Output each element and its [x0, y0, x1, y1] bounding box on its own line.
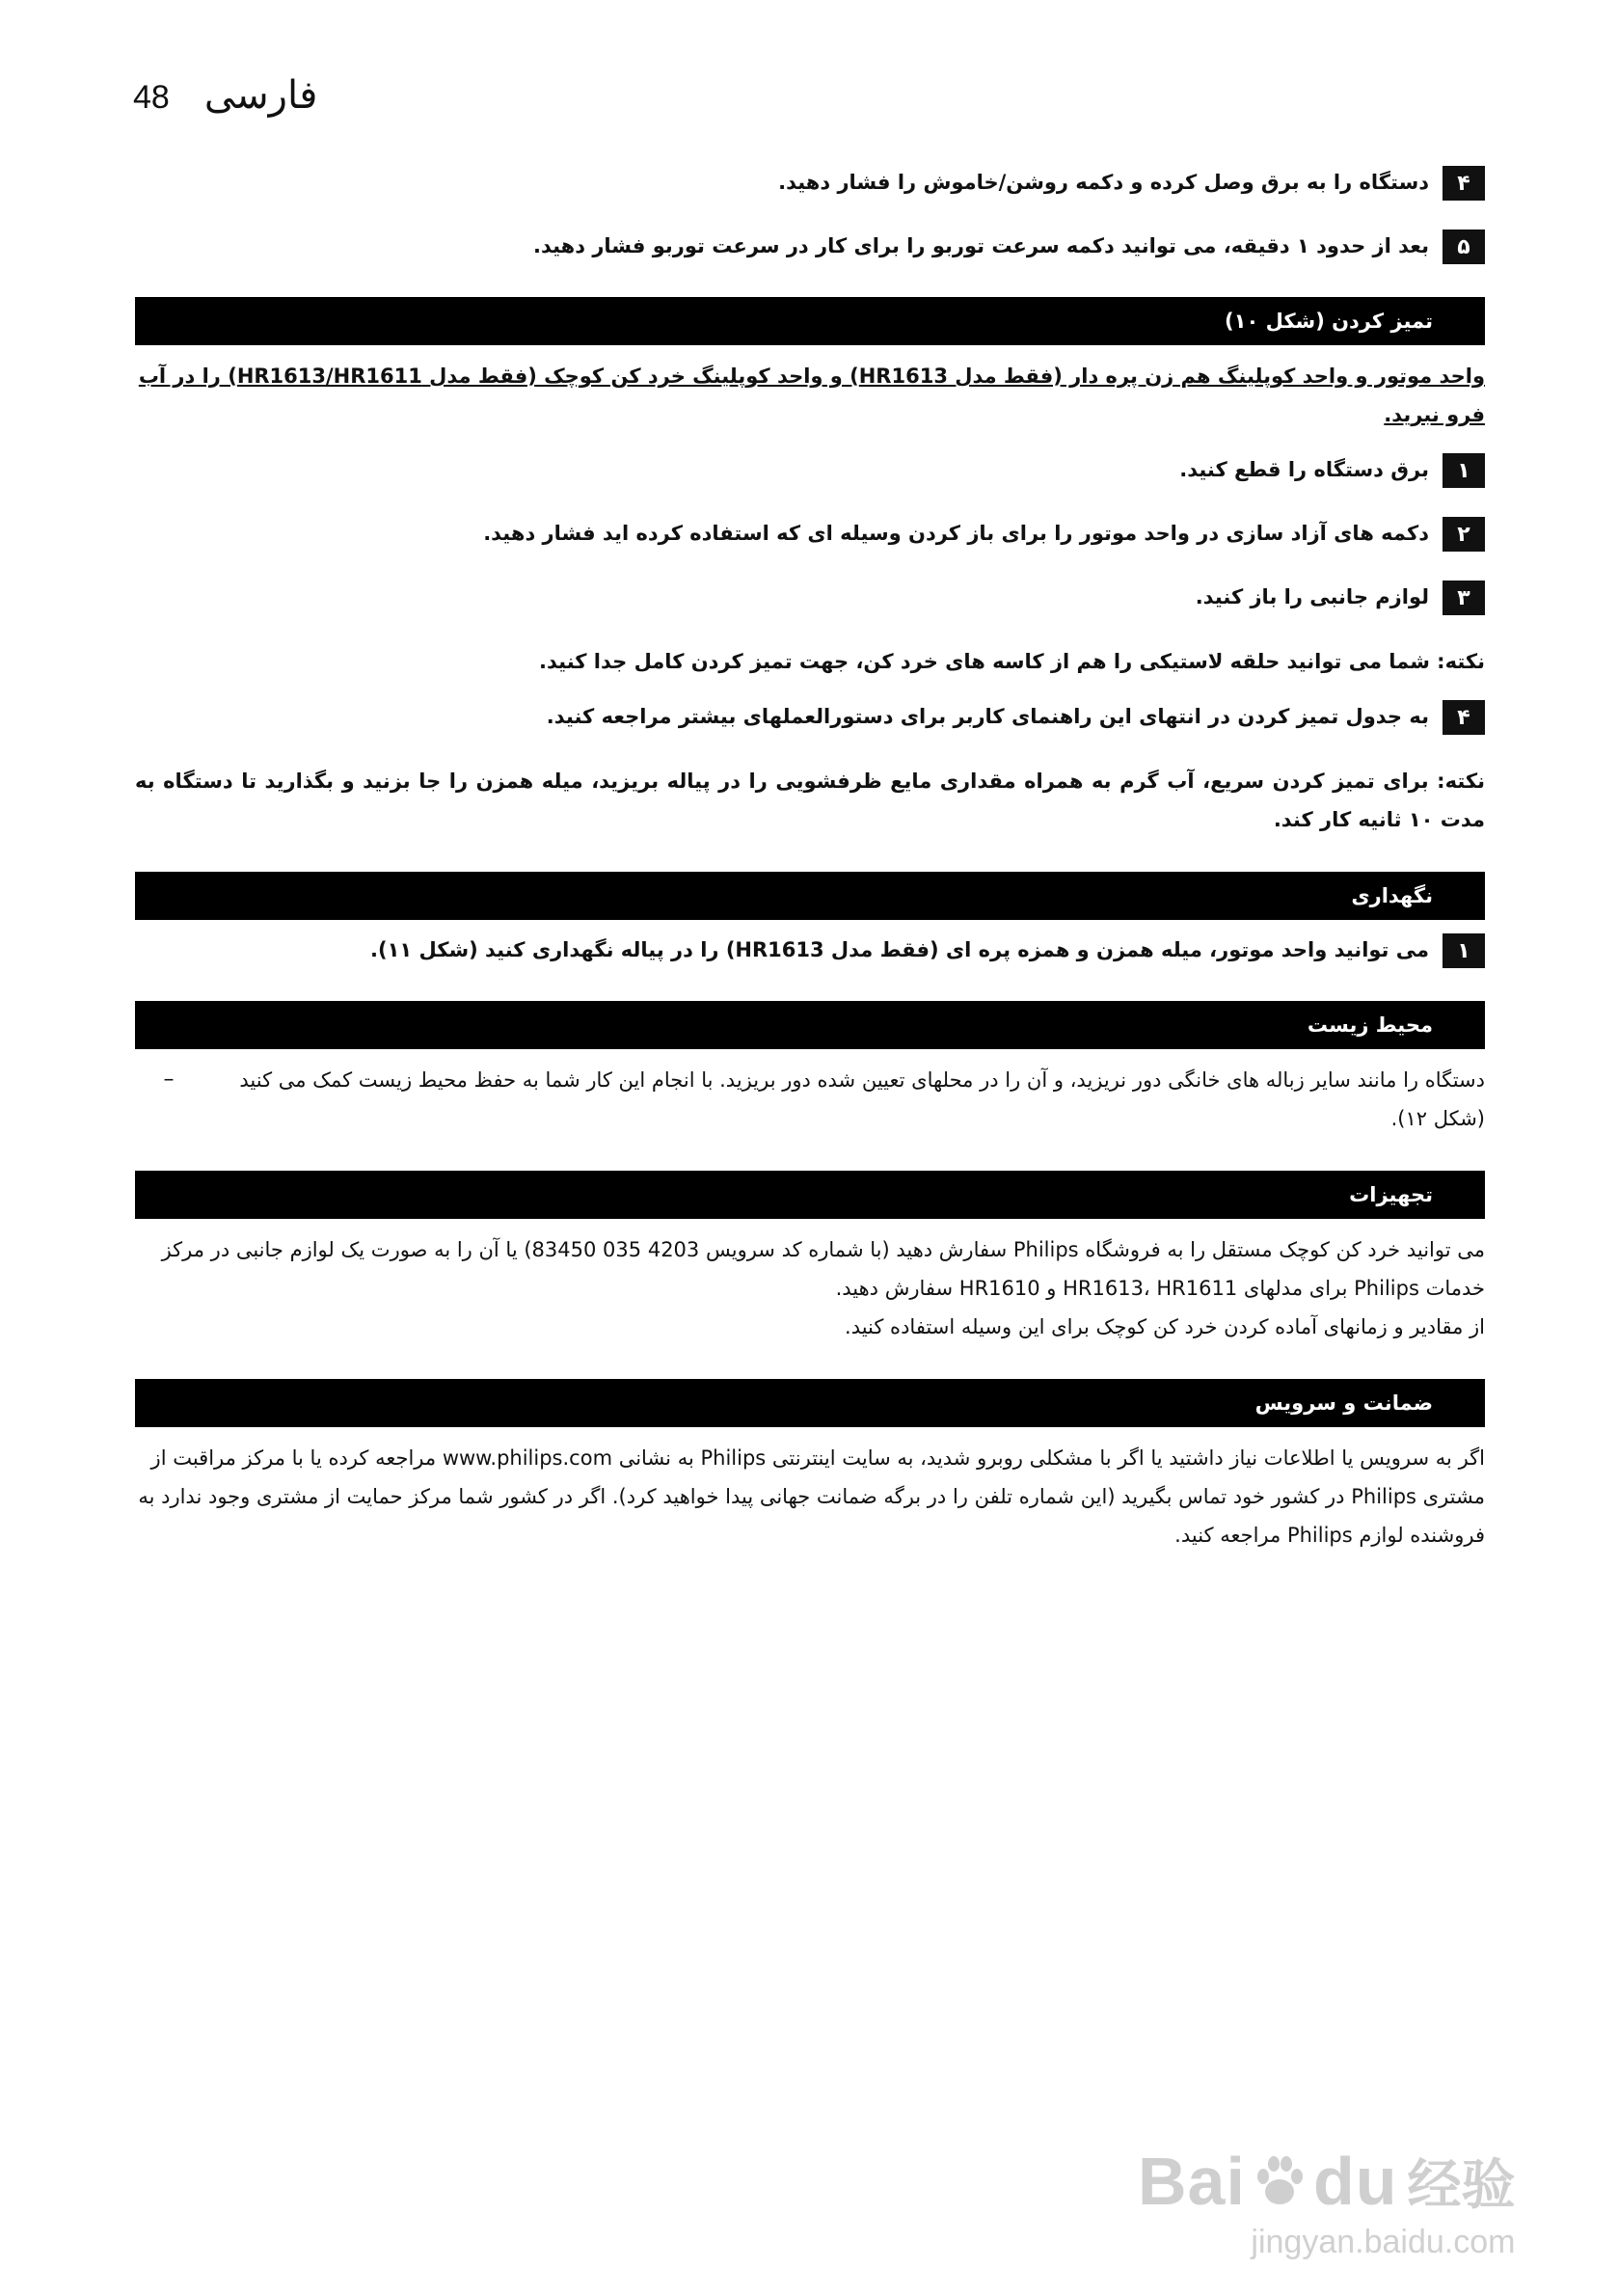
- step-number-badge: ۲: [1443, 517, 1485, 552]
- environment-bullet: [135, 1061, 1485, 1138]
- step-item: [135, 932, 1485, 968]
- step-item: [135, 515, 1485, 552]
- baidu-logo: [1138, 2143, 1515, 2220]
- warranty-paragraph: اگر به سرویس یا اطلاعات نیاز داشتید یا اگر با مشکلی روبرو شدید، به سایت اینترنتی Philips به نشانی www.philips.com مراجعه کرده یا با مرکز مراقبت از مشتری Philips در کشور خود تماس بگیرید (این شماره تلفن را در برگه ضمانت جهانی پیدا خواهید کرد). اگر در کشور شما مرکز حمایت از مشتری وجود ندارد به فروشنده لوازم Philips مراجعه کنید.: [138, 1446, 1485, 1547]
- step-number-badge: ۳: [1443, 581, 1485, 615]
- step-text: می توانید واحد موتور، میله همزن و همزه پره ای (فقط مدل HR1613) را در پیاله نگهداری کنید (شکل ۱۱).: [369, 938, 1429, 961]
- section-heading-storage: نگهداری: [135, 872, 1485, 920]
- cleaning-note-1: نکته: شما می توانید حلقه لاستیکی را هم از کاسه های خرد کن، جهت تمیز کردن کامل جدا کنید.: [539, 650, 1485, 673]
- baidu-paw-icon: [1250, 2151, 1309, 2211]
- accessories-paragraph-2: از مقادیر و زمانهای آماده کردن خرد کن کوچک برای این وسیله استفاده کنید.: [845, 1315, 1485, 1338]
- step-text: به جدول تمیز کردن در انتهای این راهنمای کاربر برای دستورالعملهای بیشتر مراجعه کنید.: [546, 705, 1429, 728]
- jingyan-label: 经验: [1407, 2154, 1516, 2217]
- cleaning-warning: واحد موتور و واحد کوپلینگ هم زن پره دار (فقط مدل HR1613) و واحد کوپلینگ خرد کن کوچک (فقط مدل HR1613/HR1611) را در آب فرو نبرید.: [138, 365, 1485, 426]
- section-heading-accessories: تجهیزات: [135, 1171, 1485, 1219]
- step-number-badge: ۵: [1443, 230, 1485, 264]
- step-number-badge: ۱: [1443, 453, 1485, 488]
- baidu-watermark: [1138, 2143, 1515, 2261]
- step-item: [135, 164, 1485, 201]
- baidu-brand-left: Bai: [1138, 2144, 1246, 2219]
- page-language-title: فارسی: [203, 73, 318, 118]
- page-header: [133, 73, 317, 118]
- dash-bullet-icon: –: [163, 1067, 175, 1092]
- step-number-badge: ۴: [1443, 700, 1485, 735]
- accessories-paragraph-1: می توانید خرد کن کوچک مستقل را به فروشگاه Philips سفارش دهید (با شماره کد سرویس 4203 035 83450) یا آن را به صورت یک لوازم جانبی در مرکز خدمات Philips برای مدلهای HR1613، HR1611 و HR1610 سفارش دهید.: [161, 1238, 1485, 1300]
- step-item: [135, 698, 1485, 735]
- step-number-badge: ۱: [1443, 933, 1485, 968]
- baidu-brand-right: du: [1312, 2144, 1398, 2219]
- step-text: بعد از حدود ۱ دقیقه، می توانید دکمه سرعت توربو را برای کار در سرعت توربو فشار دهید.: [533, 234, 1429, 257]
- environment-text: دستگاه را مانند سایر زباله های خانگی دور نریزید، و آن را در محلهای تعیین شده دور بریزید. با انجام این کار شما به حفظ محیط زیست کمک می کنید (شکل ۱۲).: [239, 1068, 1485, 1130]
- step-text: دستگاه را به برق وصل کرده و دکمه روشن/خاموش را فشار دهید.: [778, 171, 1429, 194]
- step-item: [135, 451, 1485, 488]
- page-number: 48: [133, 79, 170, 116]
- step-item: [135, 579, 1485, 615]
- cleaning-note-2: نکته: برای تمیز کردن سریع، آب گرم به همراه مقداری مایع ظرفشویی را در پیاله بریزید، میله همزن را جا بزنید و بگذارید تا دستگاه به مدت ۱۰ ثانیه کار کند.: [135, 770, 1485, 831]
- document-body: [135, 164, 1485, 1554]
- section-heading-warranty: ضمانت و سرویس: [135, 1379, 1485, 1427]
- section-heading-cleaning: تمیز کردن (شکل ۱۰): [135, 297, 1485, 345]
- step-item: [135, 228, 1485, 264]
- step-text: لوازم جانبی را باز کنید.: [1195, 585, 1429, 608]
- section-heading-environment: محیط زیست: [135, 1001, 1485, 1049]
- step-text: برق دستگاه را قطع کنید.: [1179, 458, 1429, 481]
- step-text: دکمه های آزاد سازی در واحد موتور را برای باز کردن وسیله ای که استفاده کرده اید فشار دهید.: [483, 522, 1429, 545]
- step-number-badge: ۴: [1443, 166, 1485, 201]
- watermark-url: jingyan.baidu.com: [1251, 2224, 1516, 2260]
